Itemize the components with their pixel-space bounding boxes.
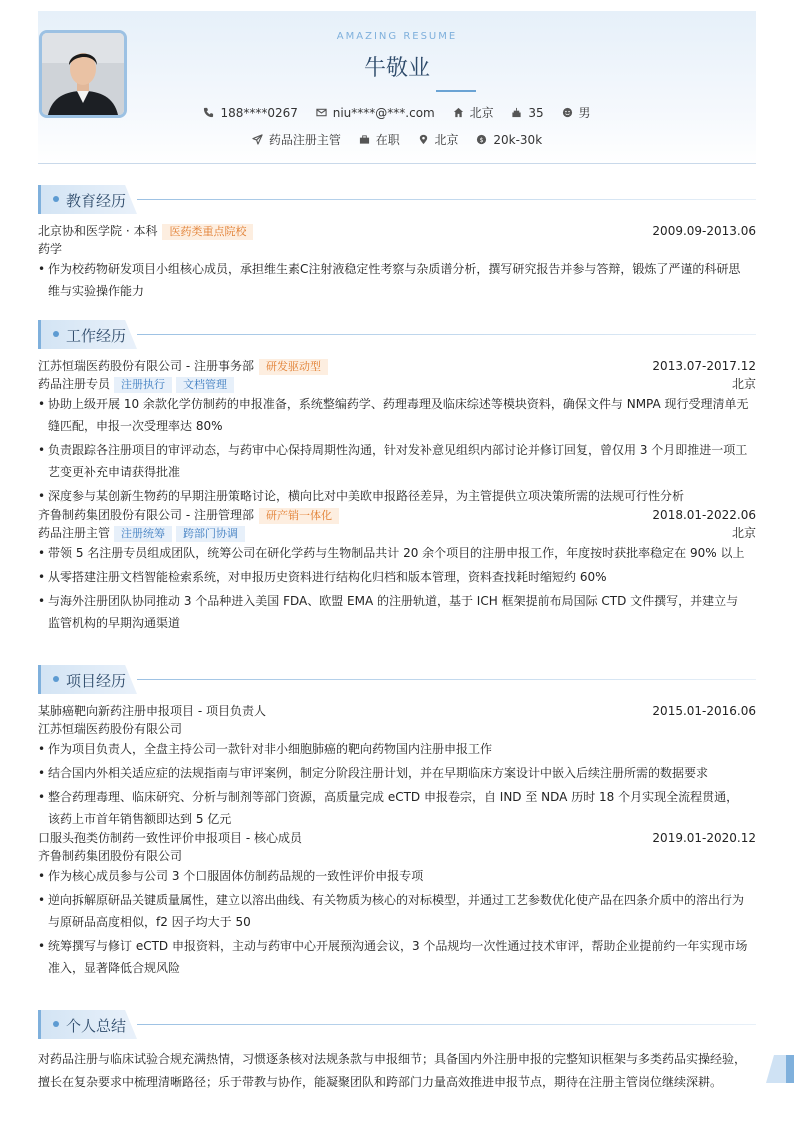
- list-item: • 带领 5 名注册专员组成团队，统筹公司在研化学药与生物制品共计 20 余个项目的注册申报工作，年度按时获批率稳定在 90% 以上: [38, 542, 756, 564]
- section-header: [38, 320, 756, 350]
- list-item: • 与海外注册团队协同推动 3 个品种进入美国 FDA、欧盟 EMA 的注册轨道，基于 ICH 框架提前布局国际 CTD 文件撰写，并建立与监管机构的早期沟通渠道: [38, 590, 756, 634]
- school-name: 北京协和医学院 · 本科: [38, 224, 158, 238]
- company-tag: 研发驱动型: [259, 359, 328, 375]
- project-org: 齐鲁制药集团股份有限公司: [38, 849, 183, 863]
- section-divider: [137, 679, 756, 680]
- name-underline: [436, 90, 476, 92]
- job-dates: 2013.07-2017.12: [652, 359, 756, 373]
- age-item: [511, 106, 543, 120]
- section-title: 工作经历: [66, 327, 127, 345]
- major-line: [38, 240, 756, 258]
- major: 药学: [38, 242, 63, 256]
- section-dot-icon: [53, 1021, 59, 1027]
- list-item: • 负责跟踪各注册项目的审评动态，与药审中心保持周期性沟通，针对发补意见组织内部讨论并修订回复，曾仅用 3 个月即推进一项工艺变更补充申请获得批准: [38, 439, 756, 483]
- svg-text:$: $: [479, 135, 484, 144]
- education-bullets: [38, 258, 756, 302]
- target-position-text: 药品注册主管: [268, 133, 341, 147]
- skill-tag: 注册执行: [114, 377, 172, 393]
- status-item: [359, 131, 400, 148]
- project-name: 口服头孢类仿制药一致性评价申报项目 - 核心成员: [38, 831, 302, 845]
- job-entry: [38, 506, 756, 634]
- summary-text: 对药品注册与临床试验合规充满热情，习惯逐条核对法规条款与申报细节；具备国内外注册申报的完整知识框架与多类药品实操经验，擅长在复杂要求中梳理清晰路径；乐于带教与协作，能凝聚团队和跨部门力量高效推进申报节点，期待在注册主管岗位继续深耕。: [38, 1052, 747, 1089]
- target-position-item: [252, 131, 341, 148]
- money-icon: [476, 134, 487, 145]
- hometown-item: [453, 104, 494, 121]
- education-section: [38, 185, 756, 304]
- list-item: • 整合药理毒理、临床研究、分析与制剂等部门资源，高质量完成 eCTD 申报卷宗，自 IND 至 NDA 历时 18 个月实现全流程贯通，该药上市首年销售额即达到 5 亿元: [38, 786, 756, 830]
- phone-item: [203, 106, 297, 120]
- email-text: niu****@***.com: [332, 106, 435, 120]
- projects-section: [38, 665, 756, 981]
- home-icon: [453, 107, 464, 118]
- section-title: 教育经历: [66, 192, 127, 210]
- location-icon: [418, 134, 429, 145]
- section-header: [38, 1010, 756, 1040]
- gender-text: 男: [578, 106, 591, 120]
- work-section: [38, 320, 756, 636]
- list-item: • 作为核心成员参与公司 3 个口服固体仿制药品规的一致性评价申报专项: [38, 865, 756, 887]
- target-city-text: 北京: [434, 133, 459, 147]
- job-city: 北京: [731, 377, 756, 391]
- resume-header: [38, 11, 756, 164]
- resume-tagline: AMAZING RESUME: [336, 31, 458, 42]
- project-bullets: [38, 865, 756, 979]
- section-title: 项目经历: [66, 672, 127, 690]
- list-item: • 从零搭建注册文档智能检索系统，对申报历史资料进行结构化归档和版本管理，资料查找耗时缩短约 60%: [38, 566, 756, 588]
- hometown-text: 北京: [469, 106, 494, 120]
- gender-item: [562, 104, 591, 121]
- education-line: [38, 222, 756, 240]
- section-divider: [137, 199, 756, 200]
- job-city: 北京: [731, 526, 756, 540]
- section-divider: [137, 1024, 756, 1025]
- project-org: 江苏恒瑞医药股份有限公司: [38, 722, 183, 736]
- section-dot-icon: [53, 676, 59, 682]
- section-header: [38, 665, 756, 695]
- gender-icon: [562, 107, 573, 118]
- salary-text: 20k-30k: [493, 133, 543, 147]
- section-dot-icon: [53, 331, 59, 337]
- company-name: 江苏恒瑞医药股份有限公司 - 注册事务部: [38, 359, 254, 373]
- status-text: 在职: [375, 133, 400, 147]
- phone-icon: [203, 107, 214, 118]
- section-title: 个人总结: [66, 1017, 127, 1035]
- list-item: • 协助上级开展 10 余款化学仿制药的申报准备，系统整编药学、药理毒理及临床综述等模块资料，确保文件与 NMPA 现行受理清单无缝匹配，申报一次受理率达 80%: [38, 393, 756, 437]
- section-header: [38, 185, 756, 215]
- salary-item: [476, 133, 542, 147]
- project-entry: [38, 829, 756, 979]
- job-entry: [38, 357, 756, 507]
- company-tag: 研产销一体化: [259, 508, 339, 524]
- education-dates: 2009.09-2013.06: [652, 224, 756, 238]
- contact-row: [38, 104, 756, 121]
- age-text: 35: [528, 106, 544, 120]
- skill-tag: 注册统筹: [114, 526, 172, 542]
- list-item: • 深度参与某创新生物药的早期注册策略讨论，横向比对中美欧申报路径差异，为主管提供立项决策所需的法规可行性分析: [38, 485, 756, 507]
- skill-tag: 跨部门协调: [176, 526, 245, 542]
- mail-icon: [316, 107, 327, 118]
- list-item: • 统筹撰写与修订 eCTD 申报资料，主动与药审中心开展预沟通会议，3 个品规均一次性通过技术审评，帮助企业提前约一年实现市场准入，显著降低合规风险: [38, 935, 756, 979]
- send-icon: [252, 134, 263, 145]
- list-item: • 作为项目负责人，全盘主持公司一款针对非小细胞肺癌的靶向药物国内注册申报工作: [38, 738, 756, 760]
- company-name: 齐鲁制药集团股份有限公司 - 注册管理部: [38, 508, 254, 522]
- list-item: • 作为校药物研发项目小组核心成员，承担维生素C注射液稳定性考察与杂质谱分析，撰写研究报告并参与答辩，锻炼了严谨的科研思维与实验操作能力: [38, 258, 756, 302]
- briefcase-icon: [359, 134, 370, 145]
- job-bullets: [38, 542, 756, 634]
- project-dates: 2019.01-2020.12: [652, 831, 756, 845]
- job-dates: 2018.01-2022.06: [652, 508, 756, 522]
- skill-tag: 文档管理: [176, 377, 234, 393]
- project-entry: [38, 702, 756, 830]
- target-city-item: [418, 131, 459, 148]
- section-dot-icon: [53, 196, 59, 202]
- resume-page: [38, 11, 756, 1089]
- section-divider: [137, 334, 756, 335]
- project-name: 某肺癌靶向新药注册申报项目 - 项目负责人: [38, 704, 266, 718]
- school-tag: 医药类重点院校: [162, 224, 253, 240]
- summary-section: [38, 1010, 756, 1094]
- list-item: • 结合国内外相关适应症的法规指南与审评案例，制定分阶段注册计划，并在早期临床方案设计中嵌入后续注册所需的数据要求: [38, 762, 756, 784]
- project-dates: 2015.01-2016.06: [652, 704, 756, 718]
- job-bullets: [38, 393, 756, 507]
- email-item: [316, 106, 435, 120]
- intent-row: [38, 131, 756, 148]
- candidate-name: 牛敬业: [363, 56, 430, 81]
- job-role: 药品注册主管: [38, 526, 111, 540]
- list-item: • 逆向拆解原研品关键质量属性，建立以溶出曲线、有关物质为核心的对标模型，并通过工艺参数优化使产品在四条介质中的溶出行为与原研品高度相似，f2 因子均大于 50: [38, 889, 756, 933]
- job-role: 药品注册专员: [38, 377, 111, 391]
- project-bullets: [38, 738, 756, 830]
- cake-icon: [511, 107, 522, 118]
- phone-text: 188****0267: [220, 106, 298, 120]
- corner-decoration-icon: [766, 1055, 794, 1083]
